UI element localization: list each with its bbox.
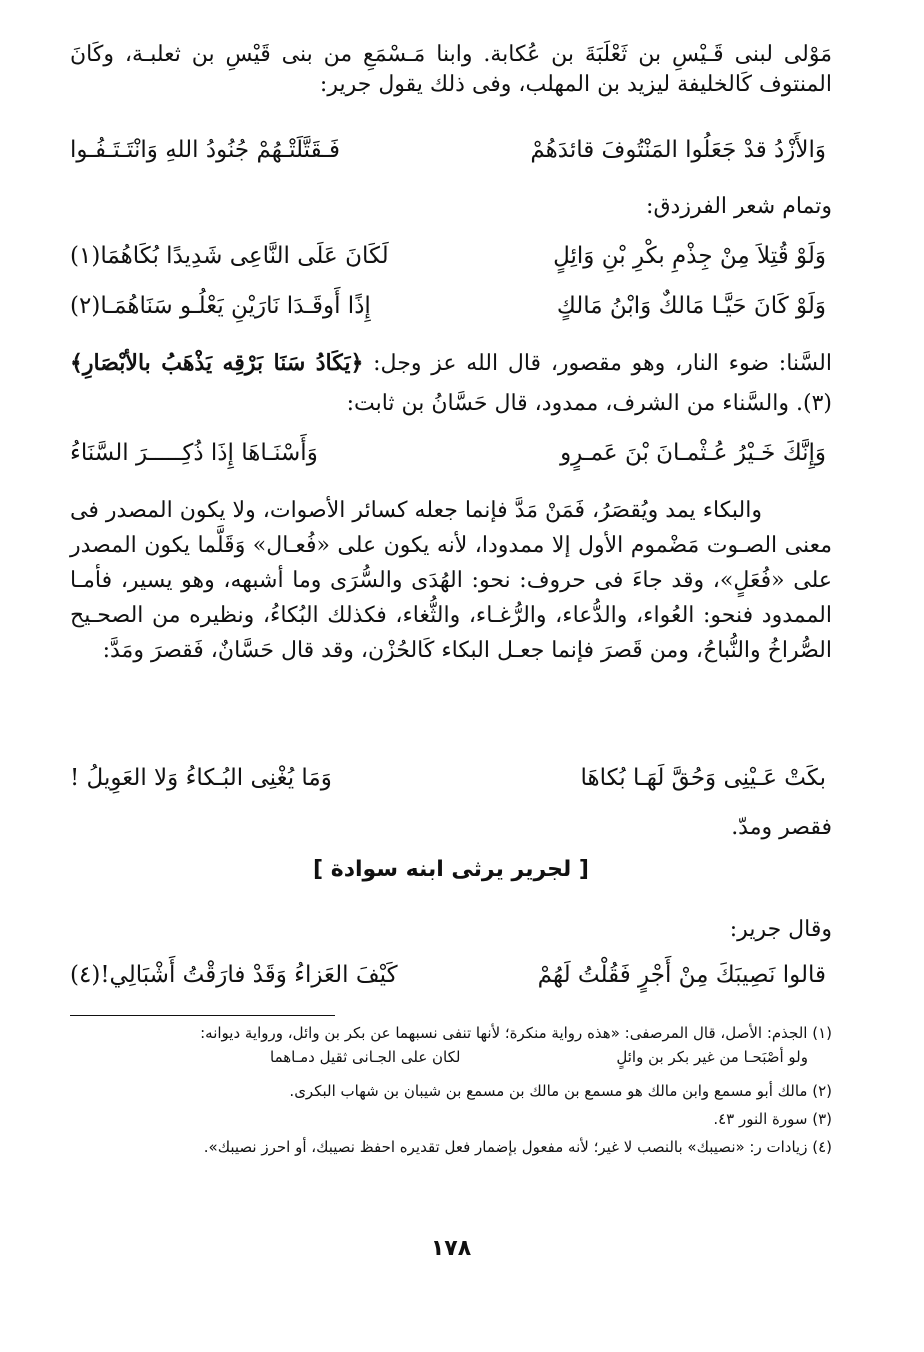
verse-hemistich-first: وَإِنَّكَ خَـيْرُ عُـثْمـانَ بْنَ عَمـرٍو (560, 440, 826, 466)
verse-hemistich-second: كَيْفَ العَزاءُ وَقَدْ فارَقْتُ أَشْبَالِي!(٤) (70, 962, 398, 988)
verse-hemistich-first: بكَتْ عَـيْنِى وَحُقَّ لَهَـا بُكاهَا (580, 765, 826, 791)
verse-hemistich-second: وَأَسْنَـاهَا إِذَا ذُكِـــــرَ السَّنَاءُ (70, 440, 318, 466)
sana-definition: السَّنا: ضوء النار، وهو مقصور، قال الله عز وجل: (373, 351, 832, 376)
verse-jarir-nasib (70, 962, 832, 1002)
paragraph-intro: مَوْلى لبنى قَـيْسِ بن ثَعْلَبَةَ بن عُكابة. وابنا مَـسْمَعِ من بنى قَيْسِ بن ثعلبـة، وكَانَ المنتوف كَالخليفة ليزيد بن المهلب، وفى ذلك يقول جرير: (70, 42, 832, 97)
verse-hemistich-first: وَلَوْ كَانَ حَيَّـا مَالكٌ وَابْنُ مَالكٍ (556, 293, 826, 319)
page-number: ١٧٨ (430, 1236, 472, 1261)
verse-hemistich-first: قالوا نَصِيبَكَ مِنْ أَجْرٍ فَقُلْتُ لَهُمْ (537, 962, 826, 988)
footnote-2: (٢) مالك أبو مسمع وابن مالك هو مسمع بن مالك بن مسمع بن شيبان بن شهاب البكرى. (289, 1082, 832, 1100)
verse-hassan-1 (70, 440, 832, 480)
book-page (70, 0, 832, 1352)
verse-hemistich-second: إِذًا أَوقَـدَا نَارَيْنِ يَعْلُـو سَنَاهُمَـا(٢) (70, 293, 371, 319)
quran-quote: ﴿يَكَادُ سَنَا بَرْقِه يَذْهَبُ بالأبْصَارِ﴾ (70, 350, 364, 376)
verse-hassan-2 (70, 765, 832, 805)
paragraph-farazdaq-intro: وتمام شعر الفرزدق: (646, 194, 832, 219)
footnote-divider (70, 1015, 335, 1016)
verse-jarir-azd (70, 137, 832, 177)
verse-hemistich-first: وَلَوْ قُتِلاَ مِنْ جِذْمِ بكْرِ بْنِ وَائِلٍ (553, 243, 826, 269)
paragraph-jarir-intro: وقال جرير: (729, 917, 832, 942)
verse-hemistich-first: وَالأَزْدُ قدْ جَعَلُوا المَنْتُوفَ قائدَهُمْ (530, 137, 826, 163)
paragraph-qasr-madd: فقصر ومدّ. (731, 815, 832, 840)
verse-hemistich-second: لَكَانَ عَلَى النَّاعِى شَدِيدًا بُكَاهُمَا(١) (70, 243, 389, 269)
verse-hemistich-second: فَـقَتَّلَتْـهُمْ جُنُودُ اللهِ وَانْتَـتَـفُـوا (70, 137, 340, 163)
verse-farazdaq-1 (70, 243, 832, 283)
sana-second-definition: (٣). والسَّناء من الشرف، ممدود، قال حَسَّانُ بن ثابت: (346, 391, 832, 416)
verse-farazdaq-2 (70, 293, 832, 333)
footnote-4: (٤) زيادات ر: «نصيبك» بالنصب لا غير؛ لأنه مفعول بإضمار فعل تقديره احفظ نصيبك، أو احرز نصيبك». (203, 1138, 832, 1156)
footnote-verse-second: لكان على الجـانى ثقيل دمـاهما (270, 1048, 461, 1066)
footnote-3: (٣) سورة النور ٤٣. (713, 1110, 832, 1128)
paragraph-sana (70, 343, 832, 424)
footnote-verse-first: ولو أصْبَحـا من غير بكر بن وائلٍ (616, 1048, 808, 1066)
verse-hemistich-second: وَمَا يُغْنِى البُـكاءُ وَلا العَوِيلُ ! (70, 765, 332, 791)
paragraph-buka: والبكاء يمد ويُقصَرُ، فَمَنْ مَدَّ فإنما جعله كسائر الأصوات، ولا يكون المصدر فى معنى الصـوت مَضْموم الأول إلا ممدودا، لأنه يكون على «فُعـال» وَقَلَّما يكون المصدر على «فُعَلٍ»، وقد جاءَ فى حروف: نحو: الهُدَى والسُّرَى وما أشبهه، وهو يسير، فأمـا الممدود فنحو: العُواء، والدُّعاء، والرُّغـاء، والثُّغاء، فكذلك البُكاءُ، ونظيره من الصحـيح الصُّراخُ والنُّباحُ، ومن قَصرَ فإنما جعـل البكاء كَالحُزْن، وقد قال حَسَّانٌ، فَقصرَ ومَدَّ: (70, 498, 832, 663)
section-heading: [ لجرير يرثى ابنه سوادة ] (313, 857, 589, 882)
footnote-1: (١) الجذم: الأصل، قال المرصفى: «هذه رواية منكرة؛ لأنها تنفى نسبهما عن بكر بن وائل، ورواية ديوانه: (200, 1024, 832, 1042)
